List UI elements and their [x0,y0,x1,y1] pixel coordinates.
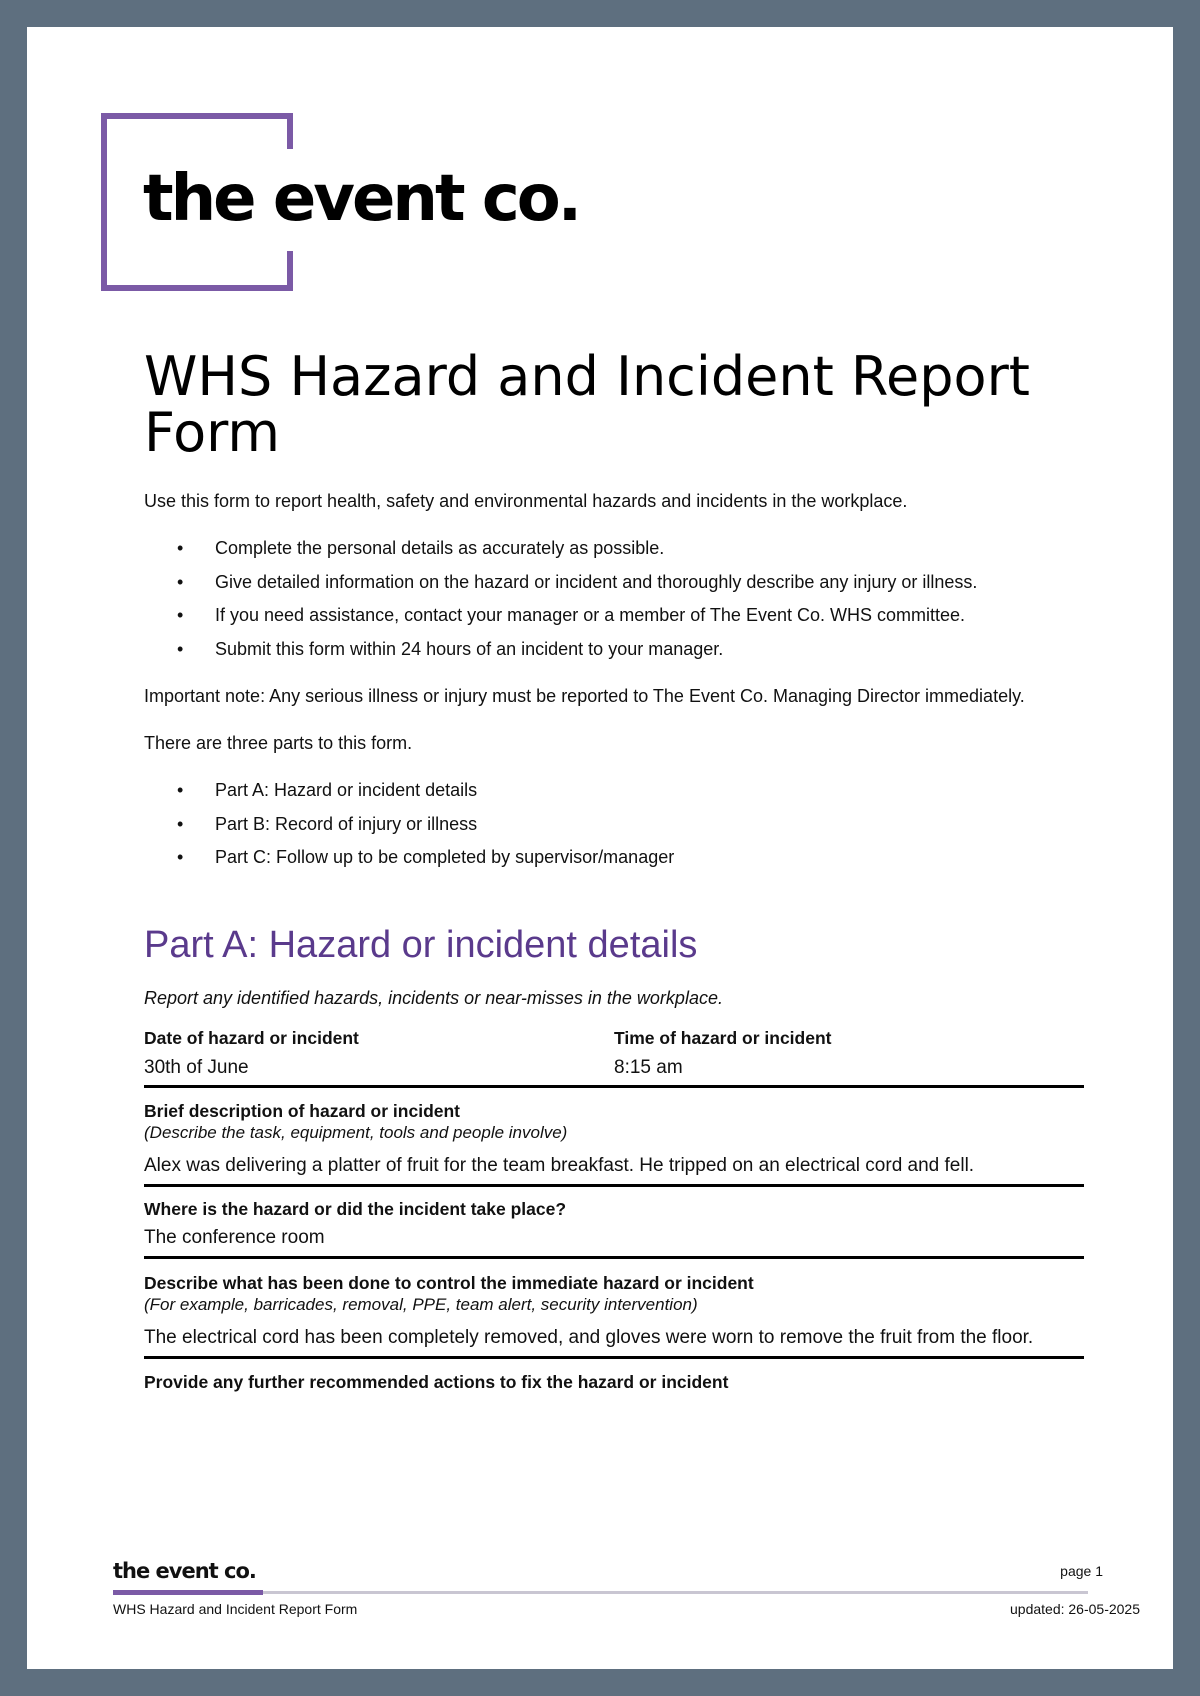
list-item: • Submit this form within 24 hours of an incident to your manager. [177,638,724,659]
section-a-heading: Part A: Hazard or incident details [144,923,698,966]
page-number: page 1 [1060,1563,1103,1579]
list-item: • Part B: Record of injury or illness [177,813,478,834]
parts-list [144,774,1094,875]
description-hint: (Describe the task, equipment, tools and people involve) [144,1122,568,1142]
description-label: Brief description of hazard or incident [144,1100,461,1121]
footer-form-name: WHS Hazard and Incident Report Form [113,1601,358,1617]
control-hint: (For example, barricades, removal, PPE, team alert, security intervention) [144,1294,698,1314]
footer-logo: the event co. [113,1559,256,1583]
location-value[interactable]: The conference room [144,1226,325,1248]
list-item: • Part C: Follow up to be completed by supervisor/manager [177,847,675,867]
footer-accent-rule [113,1590,263,1595]
description-value[interactable]: Alex was delivering a platter of fruit for the team breakfast. He tripped on an electrical cord and fell. [144,1154,975,1176]
time-value[interactable]: 8:15 am [614,1056,683,1078]
instructions-list [144,532,1094,666]
location-row [144,1187,1084,1259]
important-note: Important note: Any serious illness or injury must be reported to The Event Co. Managing Director immediately. [144,686,1025,706]
control-label: Describe what has been done to control the immediate hazard or incident [144,1272,754,1293]
company-logo: the event co. [143,162,580,236]
further-actions-row [144,1359,1084,1393]
updated-date: updated: 26-05-2025 [1010,1601,1140,1617]
list-item: • Part A: Hazard or incident details [177,780,478,800]
control-value[interactable]: The electrical cord has been completely removed, and gloves were worn to remove the fruit from the floor. [144,1326,1034,1348]
document-page [27,27,1173,1669]
document-content [144,345,1094,1393]
date-label: Date of hazard or incident [144,1027,359,1048]
parts-intro: There are three parts to this form. [144,733,413,753]
list-item: • Give detailed information on the hazard or incident and thoroughly describe any injury or illness. [177,571,978,592]
description-row [144,1088,1084,1187]
control-row [144,1259,1084,1359]
list-item: • Complete the personal details as accurately as possible. [177,538,665,558]
location-label: Where is the hazard or did the incident take place? [144,1198,567,1219]
list-item: • If you need assistance, contact your manager or a member of The Event Co. WHS committee. [177,605,966,625]
time-label: Time of hazard or incident [614,1027,832,1048]
page-title: WHS Hazard and Incident Report Form [144,345,1030,464]
further-actions-label: Provide any further recommended actions to fix the hazard or incident [144,1371,729,1392]
intro-text: Use this form to report health, safety and environmental hazards and incidents in the workplace. [144,491,908,511]
date-time-row [144,1027,1084,1088]
date-value[interactable]: 30th of June [144,1056,249,1078]
section-a-intro: Report any identified hazards, incidents or near-misses in the workplace. [144,987,723,1008]
